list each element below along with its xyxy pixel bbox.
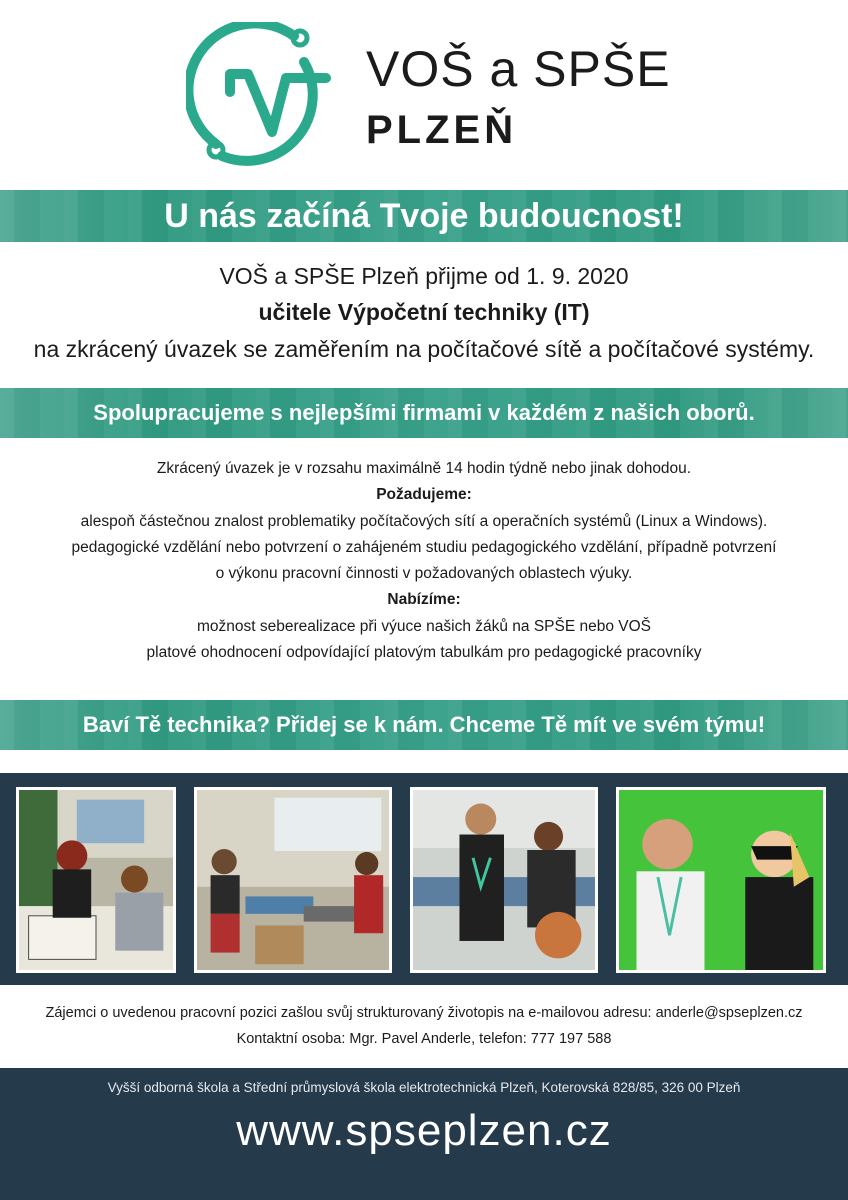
requirement-item-cont: o výkonu pracovní činnosti v požadovaných oblastech výuky. xyxy=(215,565,633,583)
offer-item: možnost seberealizace při výuce našich žáků na SPŠE nebo VOŠ xyxy=(196,617,652,635)
workload-text: Zkrácený úvazek je v rozsahu maximálně 14 hodin týdně nebo jinak dohodou. xyxy=(156,460,692,477)
offer-item: platové ohodnocení odpovídající platovým tabulkám pro pedagogické pracovníky xyxy=(146,644,702,662)
logo-title: VOŠ a SPŠE xyxy=(366,41,671,97)
contact-email-line: Zájemci o uvedenou pracovní pozici zašlou svůj strukturovaný životopis na e-mailovou adresu: anderle@spseplzen.cz xyxy=(45,1005,803,1021)
headline: U nás začíná Tvoje budoucnost! xyxy=(164,197,684,235)
school-address: Vyšší odborná škola a Střední průmyslová škola elektrotechnická Plzeň, Koterovská 828/85, 326 00 Plzeň xyxy=(107,1080,741,1095)
photo-strip xyxy=(0,773,848,985)
logo-city: PLZEŇ xyxy=(366,108,518,152)
photo-lab-workshop xyxy=(194,787,392,973)
intro-line: VOŠ a SPŠE Plzeň přijme od 1. 9. 2020 xyxy=(219,263,629,289)
requirement-item: alespoň částečnou znalost problematiky počítačových sítí a operačních systémů (Linux a Windows). xyxy=(80,512,768,530)
footer xyxy=(0,1068,848,1200)
photo-green-screen xyxy=(616,787,826,973)
contact-info xyxy=(0,1000,848,1052)
contact-person-line: Kontaktní osoba: Mgr. Pavel Anderle, telefon: 777 197 588 xyxy=(236,1031,612,1047)
join-band xyxy=(0,700,848,750)
headline-band xyxy=(0,190,848,242)
job-scope: na zkrácený úvazek se zaměřením na počítačové sítě a počítačové systémy. xyxy=(33,336,815,362)
cooperation-band xyxy=(0,388,848,438)
offer-heading: Nabízíme: xyxy=(387,591,461,609)
photo-teacher-students xyxy=(410,787,598,973)
job-position: učitele Výpočetní techniky (IT) xyxy=(258,299,590,325)
job-intro xyxy=(0,258,848,368)
join-text: Baví Tě technika? Přidej se k nám. Chceme Tě mít ve svém týmu! xyxy=(82,712,766,737)
job-details xyxy=(0,456,848,666)
website-url[interactable]: www.spseplzen.cz xyxy=(236,1106,612,1155)
header xyxy=(0,0,848,190)
cooperation-text: Spolupracujeme s nejlepšími firmami v každém z našich oborů. xyxy=(93,400,755,425)
requirements-heading: Požadujeme: xyxy=(376,486,472,504)
photo-classroom-teaching xyxy=(16,787,176,973)
requirement-item: pedagogické vzdělání nebo potvrzení o zahájeném studiu pedagogického vzdělání, případně potvrzení xyxy=(71,538,777,556)
school-logo-icon xyxy=(186,22,338,168)
